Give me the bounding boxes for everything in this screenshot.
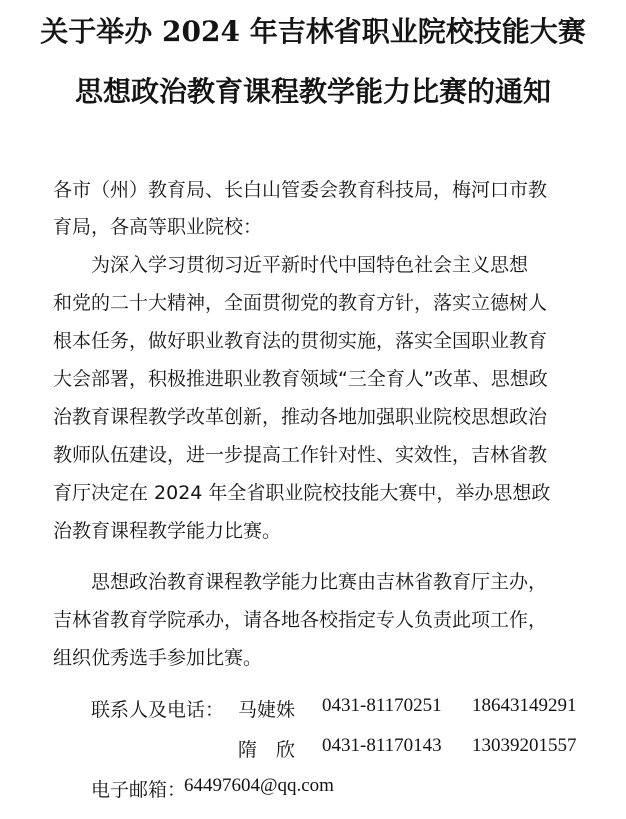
paragraph1-line-7: 育厅决定在 2024 年全省职业院校技能大赛中，举办思想政: [53, 482, 551, 504]
paragraph1-line-3: 根本任务，做好职业教育法的贯彻实施，落实全国职业教育: [53, 330, 548, 352]
paragraph1-line-5: 治教育课程教学改革创新，推动各地加强职业院校思想政治: [53, 406, 548, 428]
paragraph2-line-1: 思想政治教育课程教学能力比赛由吉林省教育厅主办，: [91, 571, 548, 593]
paragraph2-line-3: 组织优秀选手参加比赛。: [53, 647, 263, 669]
paragraph1-line-6: 教师队伍建设，进一步提高工作针对性、实效性，吉林省教: [53, 444, 548, 466]
document-title-line-1: 关于举办 2024 年吉林省职业院校技能大赛: [40, 15, 586, 48]
paragraph1-line-8: 治教育课程教学能力比赛。: [53, 520, 282, 542]
document-title-line-2: 思想政治教育课程教学能力比赛的通知: [74, 75, 551, 108]
email-label: 电子邮箱：: [91, 779, 187, 801]
email-row: [0, 775, 626, 801]
salutation-line-1: 各市（州）教育局、长白山管委会教育科技局，梅河口市教: [53, 179, 548, 201]
contact-name: 马婕姝: [238, 699, 296, 721]
paragraph1-line-4: 大会部署，积极推进职业教育领域“三全育人”改革、思想政: [53, 368, 548, 390]
paragraph1-line-2: 和党的二十大精神，全面贯彻党的教育方针，落实立德树人: [53, 292, 548, 314]
paragraph1-line-1: 为深入学习贯彻习近平新时代中国特色社会主义思想: [91, 254, 529, 276]
contact-row-1: [0, 695, 626, 721]
contact-phone: 0431-81170251: [322, 695, 442, 716]
contact-phone: 0431-81170143: [322, 735, 442, 756]
contact-mobile: 13039201557: [472, 735, 577, 756]
contact-mobile: 18643149291: [472, 695, 577, 716]
email-address: 64497604@qq.com: [184, 775, 334, 796]
contact-label: 联系人及电话：: [91, 699, 225, 721]
contact-name: 隋 欣: [238, 739, 296, 761]
contact-row-2: [0, 735, 626, 761]
paragraph2-line-2: 吉林省教育学院承办，请各地各校指定专人负责此项工作，: [53, 609, 548, 631]
salutation-line-2: 育局，各高等职业院校：: [53, 216, 263, 238]
